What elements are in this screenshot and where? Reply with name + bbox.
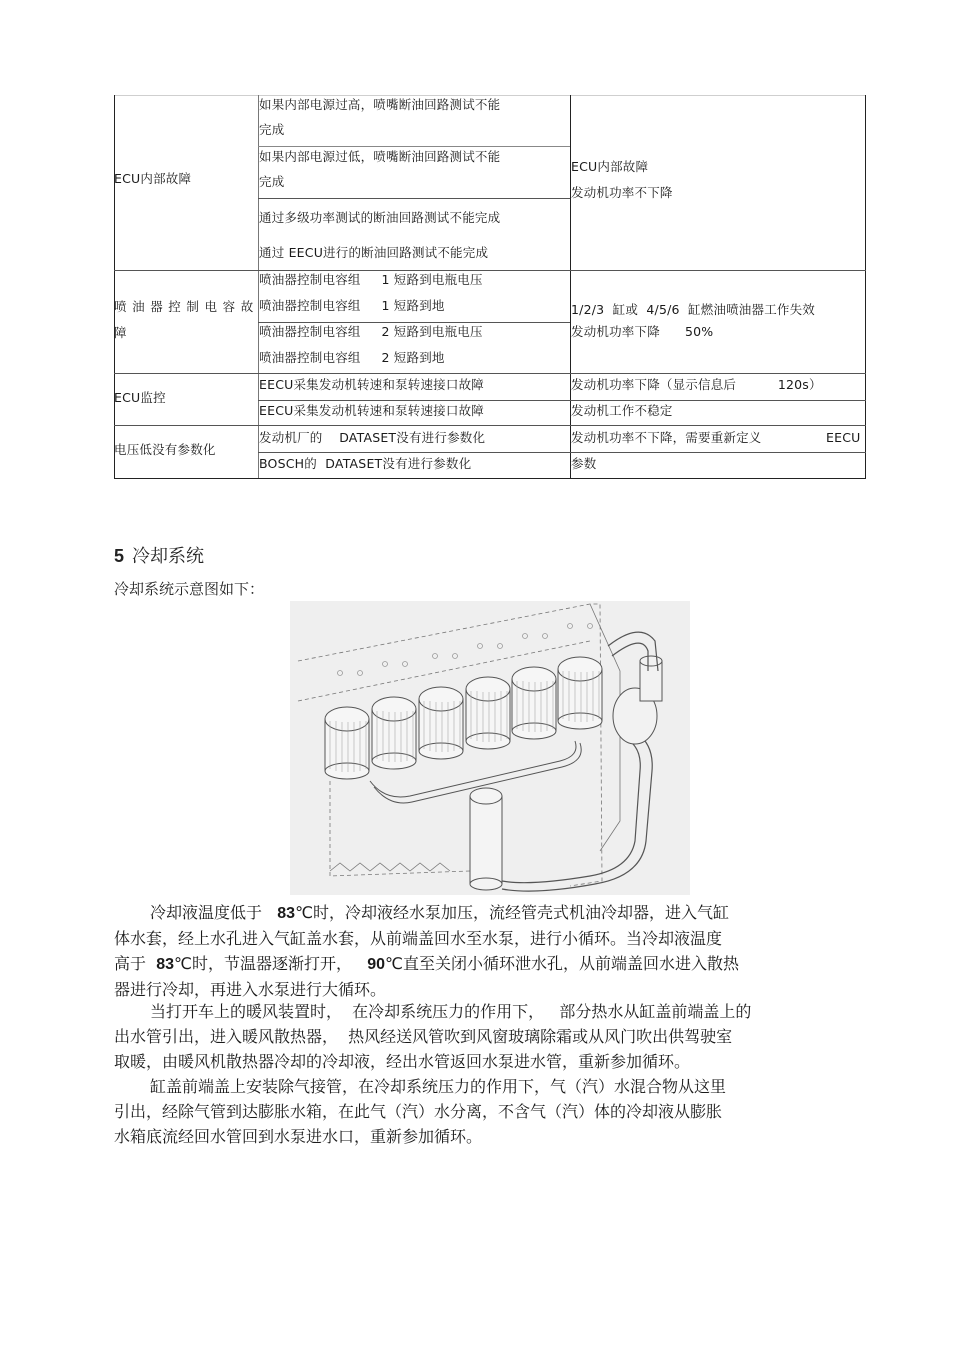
fault-name: ECU监控	[114, 390, 166, 405]
section-number: 5	[114, 546, 125, 566]
section-heading	[114, 542, 204, 568]
paragraph-line: 取暖，由暖风机散热器冷却的冷却液，经出水管返回水泵进水管，重新参加循环。	[114, 1052, 691, 1071]
paragraph-line: 冷却液温度低于 83℃时，冷却液经水泵加压，流经管壳式机油冷却器，进入气缸	[150, 903, 730, 922]
fault-condition: 通过多级功率测试的断油回路测试不能完成	[259, 210, 501, 225]
cylinder-4	[466, 677, 510, 749]
fault-condition: 喷油器控制电容组 2 短路到电瓶电压	[259, 324, 483, 339]
subrow-separator	[258, 198, 570, 199]
return-hose	[502, 734, 652, 891]
cooling-system-drawing	[290, 601, 690, 895]
fault-condition: 通过 EECU进行的断油回路测试不能完成	[259, 245, 489, 260]
paragraph-line: 出水管引出，进入暖风散热器， 热风经送风管吹到风窗玻璃除霜或从风门吹出供驾驶室	[114, 1027, 733, 1046]
vertical-pipe	[470, 788, 502, 890]
fault-condition: 完成	[259, 174, 285, 189]
water-pump	[613, 656, 662, 744]
section-title: 冷却系统	[132, 546, 205, 567]
paragraph-line: 器进行冷却，再进入水泵进行大循环。	[114, 980, 387, 999]
temperature-value: 83	[277, 905, 296, 922]
fault-effect: 1/2/3 缸或 4/5/6 缸燃油喷油器工作失效	[571, 302, 816, 317]
paragraph-deaeration	[114, 1074, 834, 1149]
engine-block-line	[330, 781, 470, 876]
temperature-value: 90	[367, 956, 386, 973]
fault-condition: EECU采集发动机转速和泵转速接口故障	[259, 403, 484, 418]
table-right-border	[865, 95, 866, 479]
paragraph-line: 缸盖前端盖上安装除气接管，在冷却系统压力的作用下，气（汽）水混合物从这里	[150, 1077, 727, 1096]
fault-condition: 如果内部电源过低，喷嘴断油回路测试不能	[259, 149, 501, 164]
fault-effect: 发动机功率不下降，需要重新定义	[571, 430, 762, 445]
paragraph-line: 水箱底流经回水管回到水泵进水口，重新参加循环。	[114, 1127, 483, 1146]
fault-condition: 发动机厂的 DATASET没有进行参数化	[259, 430, 486, 445]
fault-condition: EECU采集发动机转速和泵转速接口故障	[259, 377, 484, 392]
fault-condition: 喷油器控制电容组 2 短路到地	[259, 350, 445, 365]
fault-name: ECU内部故障	[114, 171, 192, 186]
fault-condition: 如果内部电源过高，喷嘴断油回路测试不能	[259, 97, 501, 112]
fault-effect: 发动机功率下降 50%	[571, 324, 714, 339]
paragraph-small-large-cycle	[114, 900, 834, 1002]
table-left-border	[114, 95, 115, 479]
temperature-value: 83	[156, 956, 174, 973]
cylinder-6	[558, 657, 602, 729]
bolt-holes	[338, 624, 593, 676]
table-bottom-border	[114, 478, 866, 479]
fault-condition: 完成	[259, 122, 285, 137]
fault-effect: ECU内部故障	[571, 159, 649, 174]
fault-name: 喷油器控制电容故	[114, 299, 259, 314]
row-separator	[114, 270, 866, 271]
fault-effect: 发动机功率下降（显示信息后 120s）	[571, 377, 822, 392]
fault-effect: 参数	[571, 456, 597, 471]
cooling-system-diagram	[290, 601, 690, 895]
paragraph-line: 当打开车上的暖风装置时， 在冷却系统压力的作用下， 部分热水从缸盖前端盖上的	[150, 1002, 752, 1021]
fault-condition: BOSCH的 DATASET没有进行参数化	[259, 456, 472, 471]
fault-effect: 发动机工作不稳定	[571, 403, 673, 418]
fault-name: 电压低没有参数化	[114, 442, 216, 457]
cylinder-5	[512, 667, 556, 739]
figure-caption: 冷却系统示意图如下：	[114, 580, 265, 598]
fault-condition: 喷油器控制电容组 1 短路到地	[259, 298, 445, 313]
fault-condition: 喷油器控制电容组 1 短路到电瓶电压	[259, 272, 483, 287]
paragraph-heater	[114, 999, 834, 1074]
paragraph-line: 体水套，经上水孔进入气缸盖水套，从前端盖回水至水泵，进行小循环。当冷却液温度	[114, 929, 723, 948]
paragraph-line: 引出，经除气管到达膨胀水箱，在此气（汽）水分离，不含气（汽）体的冷却液从膨胀	[114, 1102, 723, 1121]
fault-effect: 发动机功率不下降	[571, 185, 673, 200]
fault-name-continued: 障	[114, 325, 127, 340]
cylinder-1	[325, 707, 369, 779]
cylinder-2	[372, 697, 416, 769]
oil-pan-edge	[330, 863, 450, 871]
paragraph-line: 高于 83℃时，节温器逐渐打开， 90℃直至关闭小循环泄水孔，从前端盖回水进入散热	[114, 954, 739, 973]
cylinder-3	[419, 687, 463, 759]
fault-effect-suffix: EECU	[826, 430, 861, 445]
